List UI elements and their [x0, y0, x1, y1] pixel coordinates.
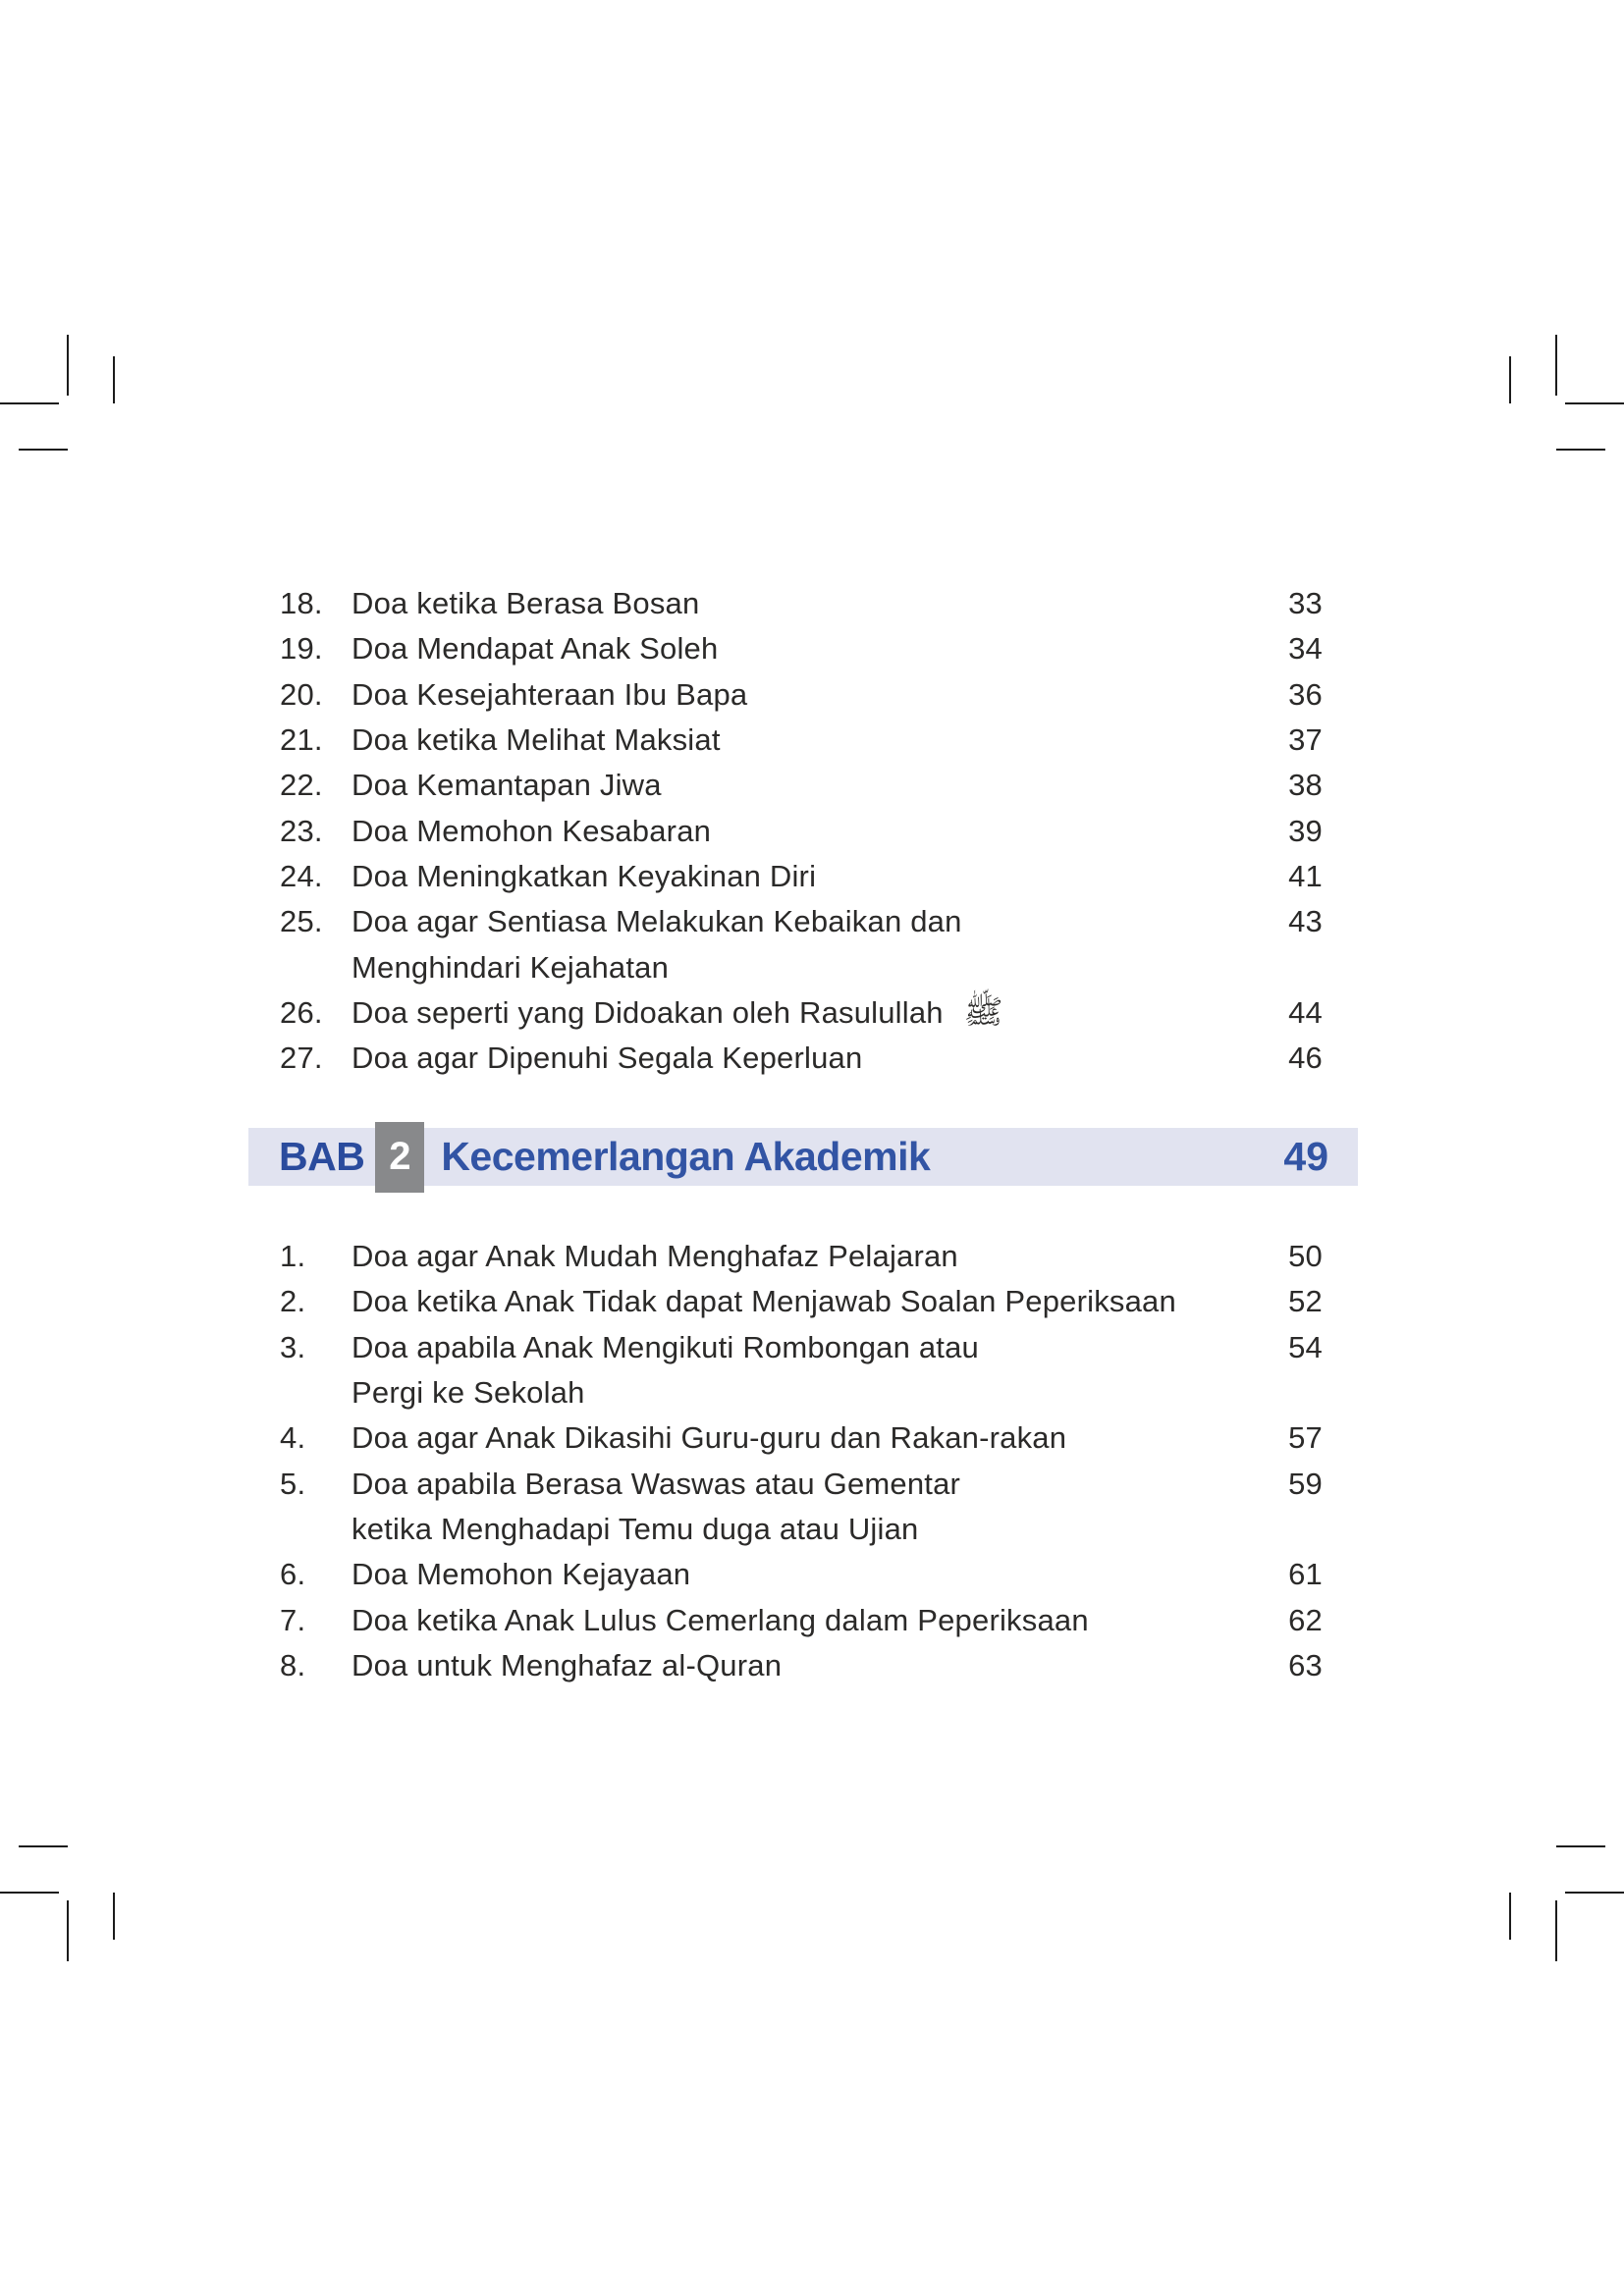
toc-entry-page: 33: [1288, 586, 1323, 621]
toc-entry-page: 59: [1288, 1466, 1323, 1501]
toc-entry-number: 19.: [280, 631, 323, 667]
toc-entry-title: Pergi ke Sekolah: [352, 1375, 585, 1411]
toc-entry-number: 20.: [280, 676, 323, 712]
crop-mark-top-left-horizontal-outer: [0, 402, 59, 404]
toc-entry-number: 7.: [280, 1602, 306, 1637]
table-row: [280, 1597, 1323, 1642]
toc-entry-number: 6.: [280, 1557, 306, 1592]
crop-mark-bottom-left-vertical-outer: [67, 1900, 69, 1961]
table-row: [280, 1415, 1323, 1461]
toc-entry-number: 5.: [280, 1466, 306, 1501]
toc-entry-page: 54: [1288, 1329, 1323, 1364]
crop-mark-top-left-horizontal-inner: [19, 449, 68, 451]
toc-entry-page: 44: [1288, 994, 1323, 1030]
toc-entry-number: 24.: [280, 858, 323, 893]
toc-entry-title: Doa ketika Berasa Bosan: [352, 586, 700, 621]
toc-entry-title-text: Doa seperti yang Didoakan oleh Rasulullah: [352, 994, 944, 1030]
toc-entry-number: 23.: [280, 813, 323, 848]
toc-entry-title: ketika Menghadapi Temu duga atau Ujian: [352, 1511, 919, 1546]
toc-entry-page: 62: [1288, 1602, 1323, 1637]
table-row: [280, 1279, 1323, 1324]
toc-entry-page: 61: [1288, 1557, 1323, 1592]
toc-entry-number: 26.: [280, 994, 323, 1030]
chapter-number-box: [375, 1122, 424, 1193]
table-row: [280, 899, 1323, 944]
chapter-title: Kecemerlangan Akademik: [441, 1134, 931, 1179]
table-row: [280, 1234, 1323, 1279]
toc-entry-number: 22.: [280, 768, 323, 803]
toc-entry-number: 3.: [280, 1329, 306, 1364]
table-row-continuation: [280, 1370, 1323, 1415]
toc-entry-title: Doa ketika Anak Tidak dapat Menjawab Soalan Peperiksaan: [352, 1284, 1176, 1319]
crop-mark-top-right-vertical-outer: [1555, 335, 1557, 396]
crop-mark-bottom-left-horizontal-inner: [19, 1845, 68, 1847]
toc-entry-title: Doa agar Anak Dikasihi Guru-guru dan Rakan-rakan: [352, 1420, 1067, 1456]
toc-entry-title: Doa Kesejahteraan Ibu Bapa: [352, 676, 748, 712]
toc-entry-page: 39: [1288, 813, 1323, 848]
table-row: [280, 808, 1323, 853]
toc-entry-number: 4.: [280, 1420, 306, 1456]
table-row: [280, 990, 1323, 1036]
table-row: [280, 1036, 1323, 1081]
toc-entry-title: Doa Mendapat Anak Soleh: [352, 631, 719, 667]
toc-entry-page: 46: [1288, 1041, 1323, 1076]
crop-mark-bottom-right-horizontal-inner: [1556, 1845, 1605, 1847]
chapter-header-bar: [248, 1128, 1358, 1186]
crop-mark-bottom-left-vertical-inner: [113, 1893, 115, 1940]
toc-entry-number: 8.: [280, 1647, 306, 1682]
toc-entry-title: [352, 992, 1254, 1031]
toc-entry-page: 36: [1288, 676, 1323, 712]
toc-entry-page: 41: [1288, 858, 1323, 893]
toc-entry-number: 18.: [280, 586, 323, 621]
toc-entry-title: Doa agar Anak Mudah Menghafaz Pelajaran: [352, 1239, 958, 1274]
toc-entry-title: Doa ketika Anak Lulus Cemerlang dalam Peperiksaan: [352, 1602, 1089, 1637]
crop-mark-bottom-left-horizontal-outer: [0, 1892, 59, 1894]
table-row: [280, 672, 1323, 718]
toc-entry-title: Doa ketika Melihat Maksiat: [352, 722, 721, 758]
table-row: [280, 626, 1323, 671]
toc-entry-title: Doa Kemantapan Jiwa: [352, 768, 662, 803]
toc-entry-number: 1.: [280, 1239, 306, 1274]
toc-entry-title: Doa Meningkatkan Keyakinan Diri: [352, 858, 817, 893]
toc-entry-page: 50: [1288, 1239, 1323, 1274]
toc-entry-page: 34: [1288, 631, 1323, 667]
toc-entry-page: 63: [1288, 1647, 1323, 1682]
chapter-number: 2: [389, 1135, 411, 1178]
crop-mark-top-left-vertical-inner: [113, 356, 115, 403]
crop-mark-top-right-vertical-inner: [1509, 356, 1511, 403]
crop-mark-top-right-horizontal-outer: [1565, 402, 1624, 404]
chapter-label: BAB: [279, 1134, 365, 1179]
crop-mark-top-left-vertical-outer: [67, 335, 69, 396]
table-row: [280, 1643, 1323, 1688]
table-row: [280, 854, 1323, 899]
crop-mark-bottom-right-vertical-outer: [1555, 1900, 1557, 1961]
table-row: [280, 581, 1323, 626]
crop-mark-top-right-horizontal-inner: [1556, 449, 1605, 451]
chapter-page-number: 49: [1283, 1134, 1328, 1179]
table-row: [280, 1552, 1323, 1597]
crop-mark-bottom-right-horizontal-outer: [1565, 1892, 1624, 1894]
toc-entry-number: 25.: [280, 904, 323, 939]
crop-mark-bottom-right-vertical-inner: [1509, 1893, 1511, 1940]
toc-entry-title: Doa agar Dipenuhi Segala Keperluan: [352, 1041, 863, 1076]
table-row: [280, 1461, 1323, 1506]
toc-entry-title: Doa untuk Menghafaz al-Quran: [352, 1647, 783, 1682]
toc-entry-title: Doa Memohon Kejayaan: [352, 1557, 691, 1592]
toc-list-chapter-2: [280, 1234, 1323, 1688]
toc-entry-title: Doa agar Sentiasa Melakukan Kebaikan dan: [352, 904, 962, 939]
toc-entry-title: Doa apabila Berasa Waswas atau Gementar: [352, 1466, 961, 1501]
toc-entry-number: 27.: [280, 1041, 323, 1076]
toc-entry-page: 52: [1288, 1284, 1323, 1319]
table-row: [280, 1325, 1323, 1370]
toc-entry-title: Doa apabila Anak Mengikuti Rombongan atau: [352, 1329, 979, 1364]
toc-list-previous-chapter: [280, 581, 1323, 1081]
table-row: [280, 718, 1323, 763]
table-row-continuation: [280, 1507, 1323, 1552]
pbuh-calligraphy-icon: ﷺ: [963, 992, 1003, 1030]
toc-entry-page: 37: [1288, 722, 1323, 758]
table-row-continuation: [280, 944, 1323, 989]
toc-entry-page: 38: [1288, 768, 1323, 803]
toc-entry-title: Menghindari Kejahatan: [352, 949, 670, 985]
toc-entry-page: 43: [1288, 904, 1323, 939]
toc-entry-number: 21.: [280, 722, 323, 758]
toc-entry-page: 57: [1288, 1420, 1323, 1456]
toc-entry-title: Doa Memohon Kesabaran: [352, 813, 712, 848]
toc-entry-number: 2.: [280, 1284, 306, 1319]
table-row: [280, 763, 1323, 808]
